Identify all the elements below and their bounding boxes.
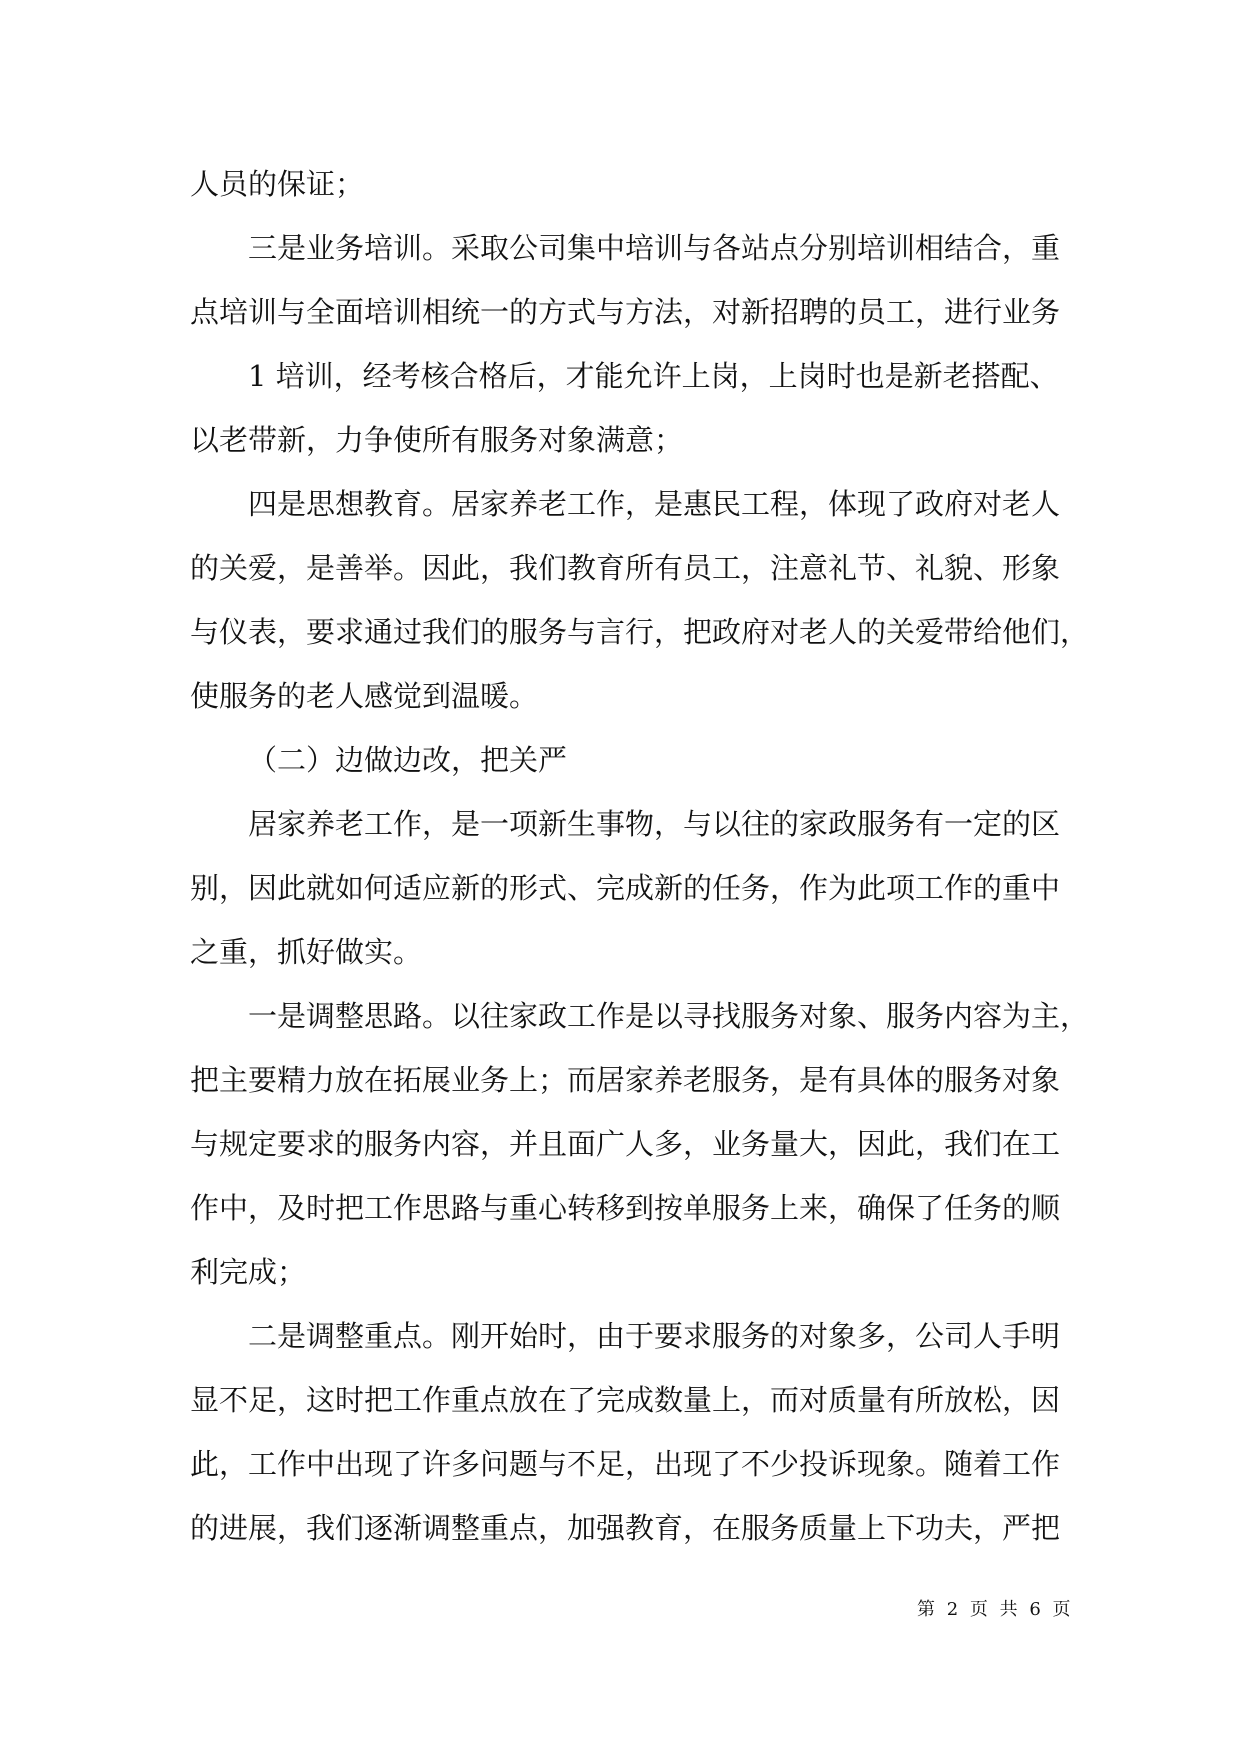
text-line: 1 培训，经考核合格后，才能允许上岗，上岗时也是新老搭配、 [248, 359, 1059, 393]
text-line: 与规定要求的服务内容，并且面广人多，业务量大，因此，我们在工 [190, 1127, 1061, 1161]
page-number: 第 2 页 共 6 页 [917, 1599, 1074, 1620]
text-line: 利完成； [190, 1255, 307, 1289]
text-line: 以老带新，力争使所有服务对象满意； [190, 423, 684, 457]
text-line: 的进展，我们逐渐调整重点，加强教育，在服务质量上下功夫，严把 [190, 1511, 1061, 1545]
text-line: 居家养老工作，是一项新生事物，与以往的家政服务有一定的区 [248, 807, 1061, 841]
text-line: 此，工作中出现了许多问题与不足，出现了不少投诉现象。随着工作 [190, 1447, 1061, 1481]
section-heading: （二）边做边改，把关严 [248, 743, 568, 777]
text-line: 人员的保证； [190, 167, 365, 201]
text-line: 点培训与全面培训相统一的方式与方法，对新招聘的员工，进行业务 [190, 295, 1061, 329]
text-line: 三是业务培训。采取公司集中培训与各站点分别培训相结合，重 [248, 231, 1061, 265]
text-line: 一是调整思路。以往家政工作是以寻找服务对象、服务内容为主， [248, 999, 1090, 1033]
text-line: 显不足，这时把工作重点放在了完成数量上，而对质量有所放松，因 [190, 1383, 1061, 1417]
text-line: 的关爱，是善举。因此，我们教育所有员工，注意礼节、礼貌、形象 [190, 551, 1061, 585]
text-line: 作中，及时把工作思路与重心转移到按单服务上来，确保了任务的顺 [190, 1191, 1061, 1225]
text-line: 使服务的老人感觉到温暖。 [190, 679, 539, 713]
text-line: 四是思想教育。居家养老工作，是惠民工程，体现了政府对老人 [248, 487, 1061, 521]
text-line: 之重，抓好做实。 [190, 935, 423, 969]
text-line: 把主要精力放在拓展业务上；而居家养老服务，是有具体的服务对象 [190, 1063, 1061, 1097]
text-line: 二是调整重点。刚开始时，由于要求服务的对象多，公司人手明 [248, 1319, 1061, 1353]
text-line: 别，因此就如何适应新的形式、完成新的任务，作为此项工作的重中 [190, 871, 1061, 905]
text-line: 与仪表，要求通过我们的服务与言行，把政府对老人的关爱带给他们， [190, 615, 1090, 649]
